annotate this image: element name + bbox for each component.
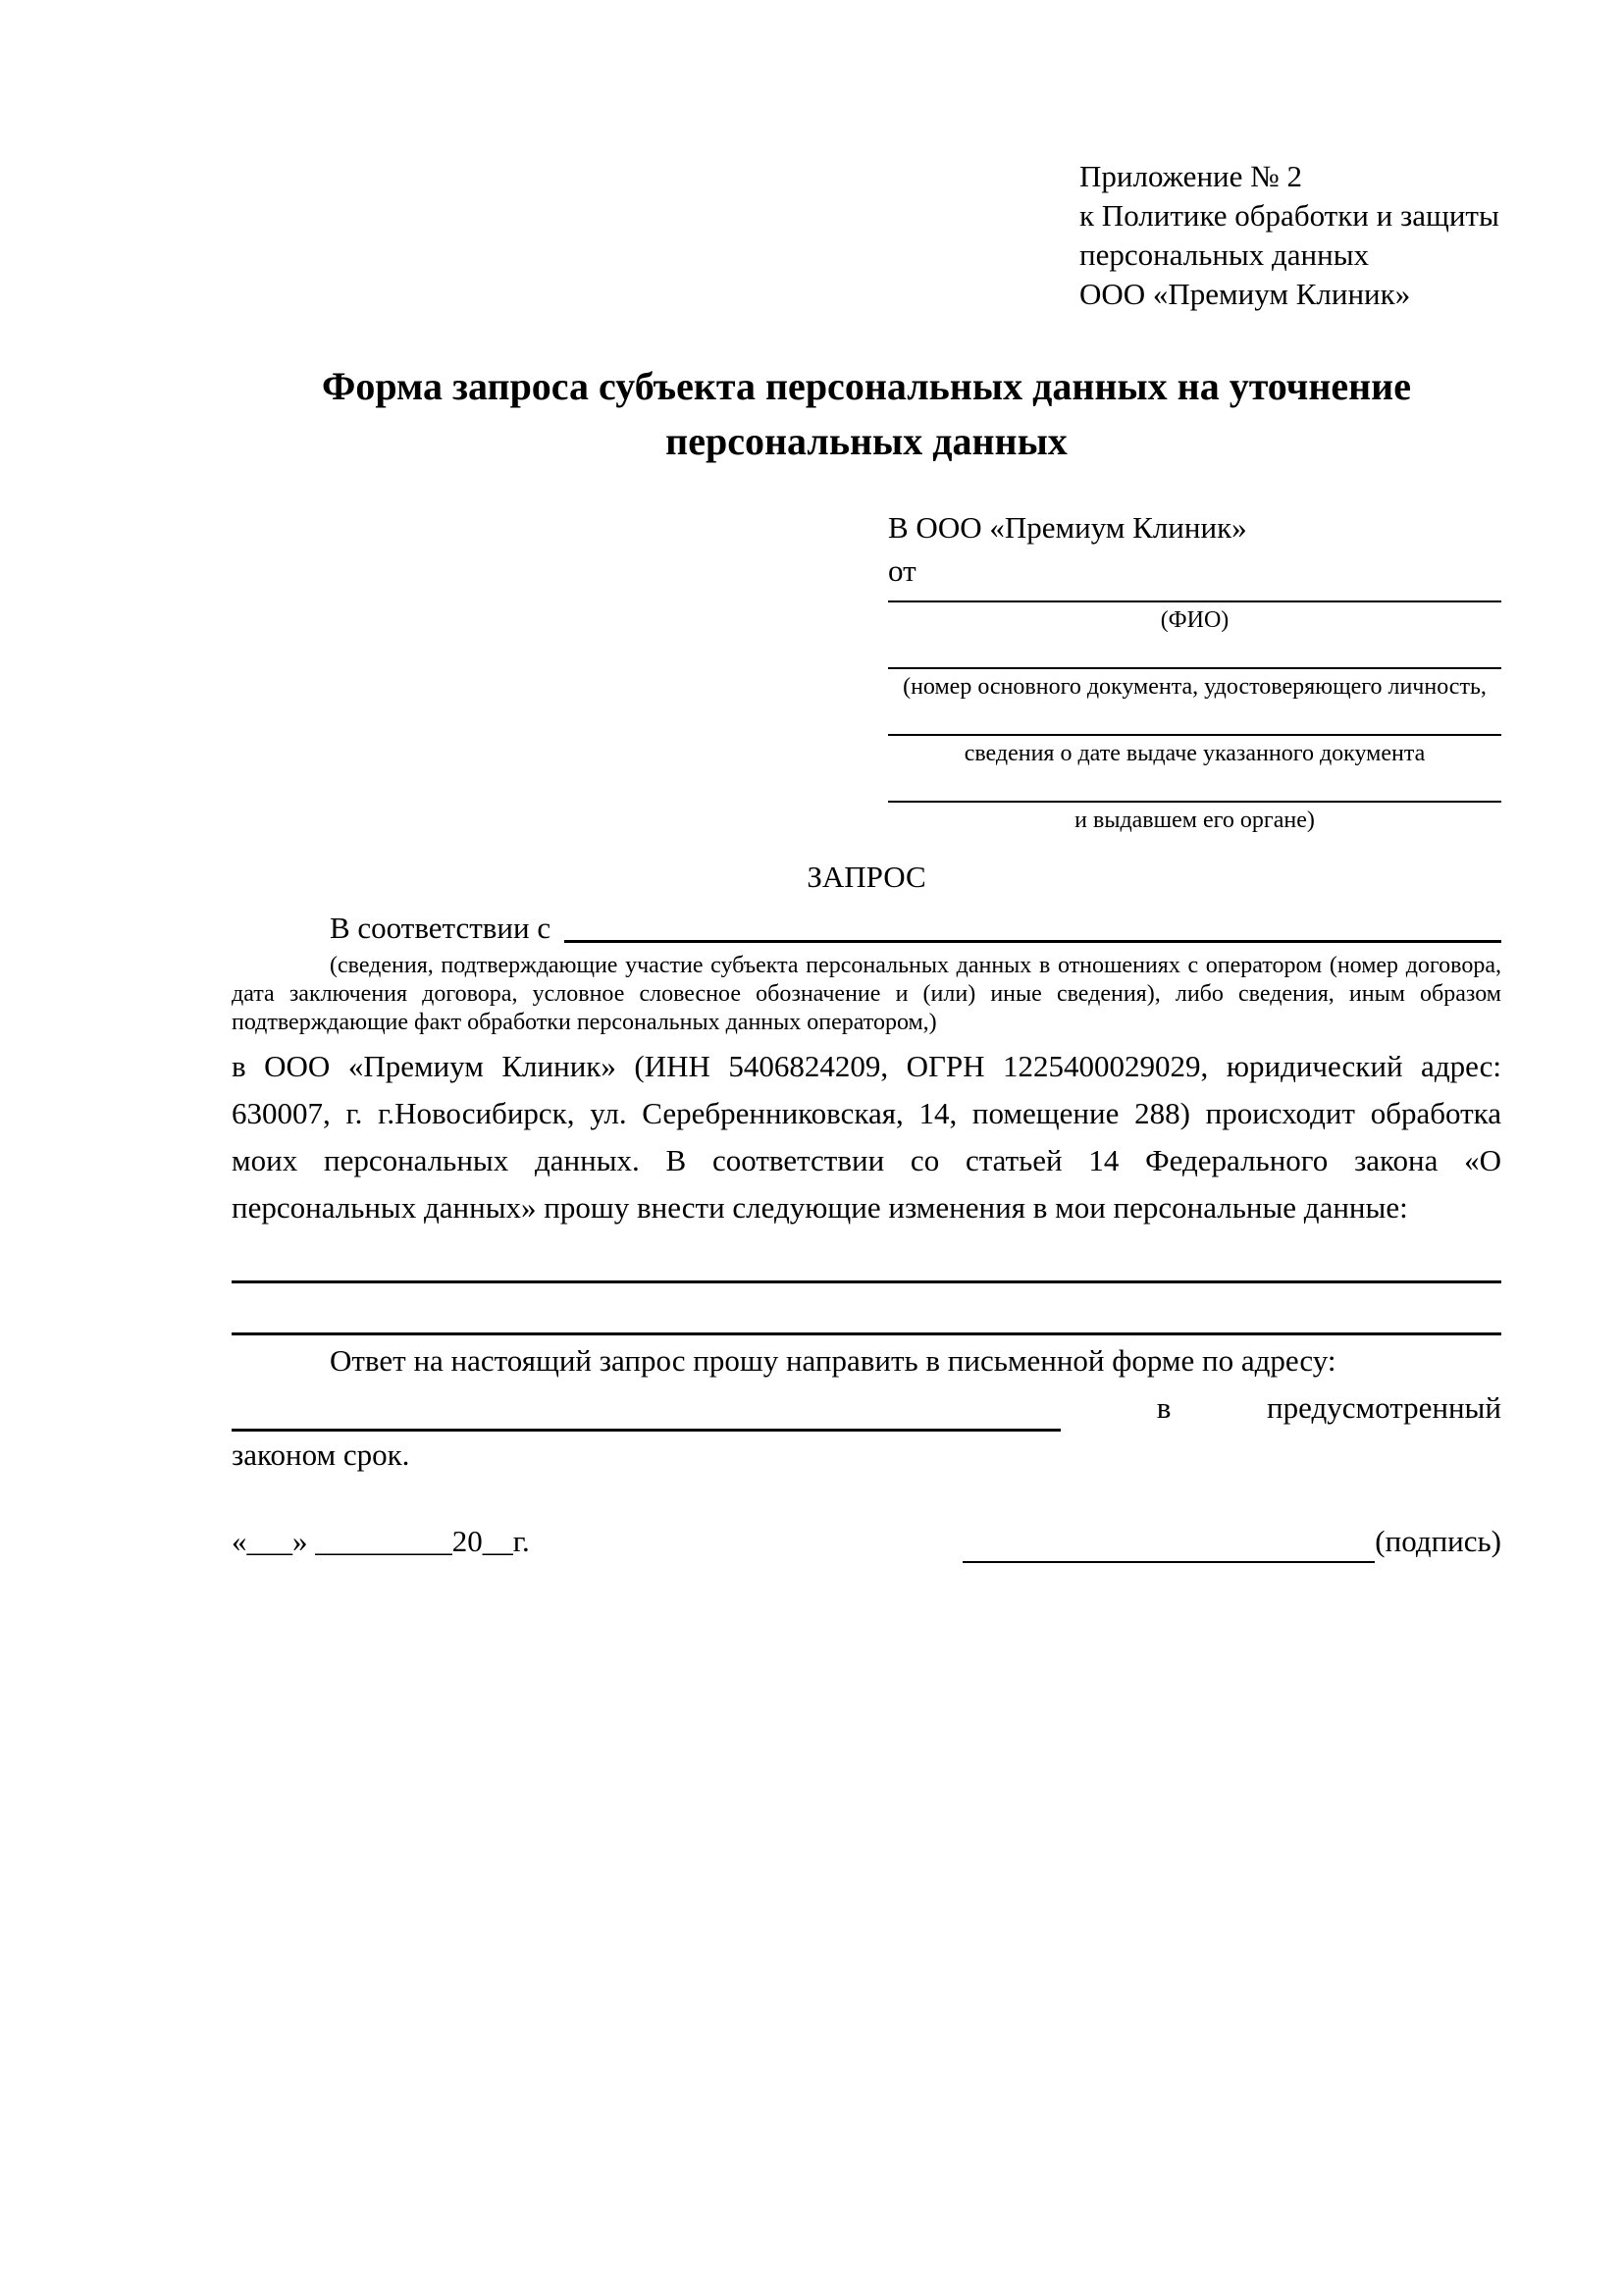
- document-title: Форма запроса субъекта персональных данных на уточнение персональных данных: [322, 364, 1411, 463]
- addressee-block: [888, 506, 1501, 834]
- response-intro-text: Ответ на настоящий запрос прошу направить в письменной форме по адресу:: [330, 1343, 1336, 1378]
- changes-input-line-2[interactable]: [232, 1283, 1501, 1335]
- document-issuer-field: [888, 767, 1501, 834]
- document-issue-date-input-line[interactable]: [888, 701, 1501, 736]
- footer-row: [232, 1520, 1501, 1563]
- fio-input-line[interactable]: [888, 593, 1501, 602]
- document-number-input-line[interactable]: [888, 634, 1501, 669]
- basis-row: [232, 907, 1501, 950]
- response-tail-word: в: [1156, 1390, 1172, 1425]
- request-body-text: в ООО «Премиум Клиник» (ИНН 5406824209, ОГРН 1225400029029, юридический адрес: 630007, г. г.Новосибирск, ул. Серебренниковская, 14, помещение 288) происходит обработка моих персональных данных. В соответствии со статьей 14 Федерального закона «О персональных данных» прошу внести следующие изменения в мои персональные данные:: [232, 1049, 1501, 1225]
- basis-prefix-label: В соответствии с: [330, 911, 551, 945]
- signature-group: [963, 1520, 1501, 1563]
- annex-header: [1079, 157, 1501, 314]
- basis-footnote: (сведения, подтверждающие участие субъекта персональных данных в отношениях с оператором (номер договора, дата заключения договора, условное словесное обозначение и (или) иные сведения), либо сведения, иным образом подтверждающие факт обработки персональных данных оператором,): [232, 953, 1501, 1035]
- annex-header-line: персональных данных: [1079, 237, 1370, 272]
- document-issue-date-field: [888, 701, 1501, 767]
- fio-caption: (ФИО): [1160, 607, 1230, 633]
- signature-input-line[interactable]: [963, 1526, 1375, 1563]
- addressee-to: В ООО «Премиум Клиник»: [888, 510, 1247, 545]
- addressee-from-label: от: [888, 553, 916, 588]
- annex-header-line: Приложение № 2: [1079, 159, 1302, 193]
- fio-field: [888, 593, 1501, 634]
- document-issuer-caption: и выдавшем его органе): [1074, 808, 1315, 833]
- annex-header-line: ООО «Премиум Клиник»: [1079, 277, 1411, 311]
- signature-caption: (подпись): [1375, 1524, 1501, 1558]
- response-address-row: [232, 1384, 1501, 1432]
- response-tail-word: предусмотренный: [1267, 1390, 1501, 1425]
- basis-input-line[interactable]: [564, 907, 1501, 943]
- address-input-line[interactable]: [232, 1390, 1061, 1432]
- response-end-text: законом срок.: [232, 1437, 410, 1472]
- changes-input-line-1[interactable]: [232, 1231, 1501, 1283]
- annex-header-line: к Политике обработки и защиты: [1079, 198, 1499, 233]
- document-number-field: [888, 634, 1501, 701]
- document-issuer-input-line[interactable]: [888, 767, 1501, 803]
- document-issue-date-caption: сведения о дате выдаче указанного документа: [964, 741, 1426, 766]
- document-number-caption: (номер основного документа, удостоверяющего личность,: [903, 674, 1487, 700]
- date-fill-in[interactable]: «___» _________20__г.: [232, 1524, 530, 1558]
- request-heading: ЗАПРОС: [807, 860, 926, 894]
